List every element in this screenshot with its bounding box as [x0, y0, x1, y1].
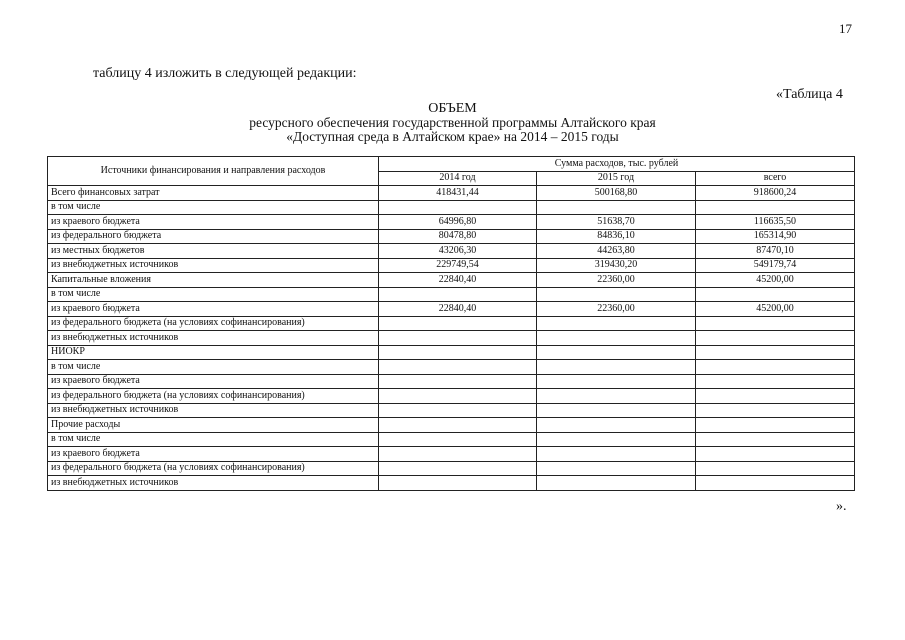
- cell-2015: [537, 360, 696, 375]
- table-row: [48, 215, 855, 230]
- cell-2015: [537, 389, 696, 404]
- cell-2014: [379, 360, 537, 375]
- table-row: [48, 302, 855, 317]
- cell-2014: 80478,80: [379, 229, 537, 244]
- row-label: из федерального бюджета (на условиях софинансирования): [48, 389, 379, 404]
- table-row: [48, 345, 855, 360]
- cell-total: [696, 345, 855, 360]
- header-2015: 2015 год: [537, 171, 696, 186]
- row-label: из краевого бюджета: [48, 447, 379, 462]
- table-row: [48, 418, 855, 433]
- header-sum-group: Сумма расходов, тыс. рублей: [379, 157, 855, 172]
- cell-2014: [379, 418, 537, 433]
- table-row: [48, 476, 855, 491]
- heading-title: ОБЪЕМ: [428, 101, 477, 116]
- row-label: в том числе: [48, 200, 379, 215]
- cell-2015: 22360,00: [537, 273, 696, 288]
- cell-2015: 500168,80: [537, 186, 696, 201]
- header-total: всего: [696, 171, 855, 186]
- table-row: [48, 287, 855, 302]
- cell-total: [696, 403, 855, 418]
- cell-2015: 51638,70: [537, 215, 696, 230]
- cell-2014: [379, 331, 537, 346]
- table-row: [48, 316, 855, 331]
- cell-2014: [379, 374, 537, 389]
- cell-2015: 22360,00: [537, 302, 696, 317]
- row-label: из краевого бюджета: [48, 302, 379, 317]
- row-label: из краевого бюджета: [48, 215, 379, 230]
- cell-2014: 64996,80: [379, 215, 537, 230]
- table-row: [48, 244, 855, 259]
- cell-2014: 22840,40: [379, 273, 537, 288]
- cell-total: [696, 432, 855, 447]
- cell-2014: 418431,44: [379, 186, 537, 201]
- row-label: из краевого бюджета: [48, 374, 379, 389]
- row-label: в том числе: [48, 287, 379, 302]
- closing-mark: ».: [836, 499, 847, 514]
- table-row: [48, 403, 855, 418]
- cell-total: [696, 389, 855, 404]
- header-sources: Источники финансирования и направления расходов: [48, 157, 379, 186]
- cell-2015: [537, 200, 696, 215]
- cell-2014: [379, 403, 537, 418]
- table-row: [48, 200, 855, 215]
- table-row: [48, 461, 855, 476]
- table-row: [48, 447, 855, 462]
- cell-2014: [379, 200, 537, 215]
- row-label: в том числе: [48, 360, 379, 375]
- row-label: из федерального бюджета: [48, 229, 379, 244]
- cell-total: 87470,10: [696, 244, 855, 259]
- cell-total: [696, 316, 855, 331]
- cell-2015: [537, 331, 696, 346]
- cell-total: [696, 287, 855, 302]
- cell-total: [696, 447, 855, 462]
- table-row: [48, 258, 855, 273]
- table-row: [48, 229, 855, 244]
- cell-total: [696, 461, 855, 476]
- cell-2014: [379, 389, 537, 404]
- cell-total: 116635,50: [696, 215, 855, 230]
- row-label: Капитальные вложения: [48, 273, 379, 288]
- page-number: 17: [839, 21, 852, 36]
- cell-2015: 319430,20: [537, 258, 696, 273]
- cell-2015: [537, 447, 696, 462]
- cell-total: 45200,00: [696, 273, 855, 288]
- cell-total: [696, 418, 855, 433]
- cell-2014: [379, 345, 537, 360]
- table-row: [48, 186, 855, 201]
- cell-total: [696, 331, 855, 346]
- cell-2014: [379, 432, 537, 447]
- row-label: из внебюджетных источников: [48, 331, 379, 346]
- cell-2015: [537, 287, 696, 302]
- cell-2014: 22840,40: [379, 302, 537, 317]
- table-row: [48, 432, 855, 447]
- cell-2014: [379, 316, 537, 331]
- cell-2014: [379, 287, 537, 302]
- row-label: из федерального бюджета (на условиях софинансирования): [48, 461, 379, 476]
- cell-total: 45200,00: [696, 302, 855, 317]
- table-body: [48, 186, 855, 491]
- row-label: из внебюджетных источников: [48, 476, 379, 491]
- cell-total: 918600,24: [696, 186, 855, 201]
- intro-text: таблицу 4 изложить в следующей редакции:: [93, 66, 357, 81]
- cell-2015: [537, 476, 696, 491]
- row-label: НИОКР: [48, 345, 379, 360]
- row-label: из внебюджетных источников: [48, 258, 379, 273]
- cell-total: [696, 360, 855, 375]
- cell-2015: [537, 403, 696, 418]
- table-reference: «Таблица 4: [776, 87, 843, 102]
- cell-2015: [537, 374, 696, 389]
- row-label: в том числе: [48, 432, 379, 447]
- table-row: [48, 374, 855, 389]
- row-label: из местных бюджетов: [48, 244, 379, 259]
- row-label: Всего финансовых затрат: [48, 186, 379, 201]
- cell-2015: [537, 432, 696, 447]
- budget-table: [47, 156, 855, 491]
- cell-2014: [379, 461, 537, 476]
- heading-subtitle: ресурсного обеспечения государственной программы Алтайского края: [249, 115, 656, 130]
- cell-total: 549179,74: [696, 258, 855, 273]
- cell-2015: 44263,80: [537, 244, 696, 259]
- cell-2014: 229749,54: [379, 258, 537, 273]
- cell-2014: [379, 476, 537, 491]
- row-label: из внебюджетных источников: [48, 403, 379, 418]
- cell-2015: [537, 461, 696, 476]
- row-label: Прочие расходы: [48, 418, 379, 433]
- cell-2015: 84836,10: [537, 229, 696, 244]
- table-row: [48, 389, 855, 404]
- cell-2014: 43206,30: [379, 244, 537, 259]
- cell-total: 165314,90: [696, 229, 855, 244]
- table-row: [48, 331, 855, 346]
- header-2014: 2014 год: [379, 171, 537, 186]
- cell-total: [696, 476, 855, 491]
- table-row: [48, 273, 855, 288]
- table-row: [48, 360, 855, 375]
- cell-2015: [537, 418, 696, 433]
- cell-2014: [379, 447, 537, 462]
- row-label: из федерального бюджета (на условиях софинансирования): [48, 316, 379, 331]
- cell-2015: [537, 316, 696, 331]
- heading-program: «Доступная среда в Алтайском крае» на 2014 – 2015 годы: [286, 129, 619, 144]
- cell-total: [696, 374, 855, 389]
- cell-2015: [537, 345, 696, 360]
- cell-total: [696, 200, 855, 215]
